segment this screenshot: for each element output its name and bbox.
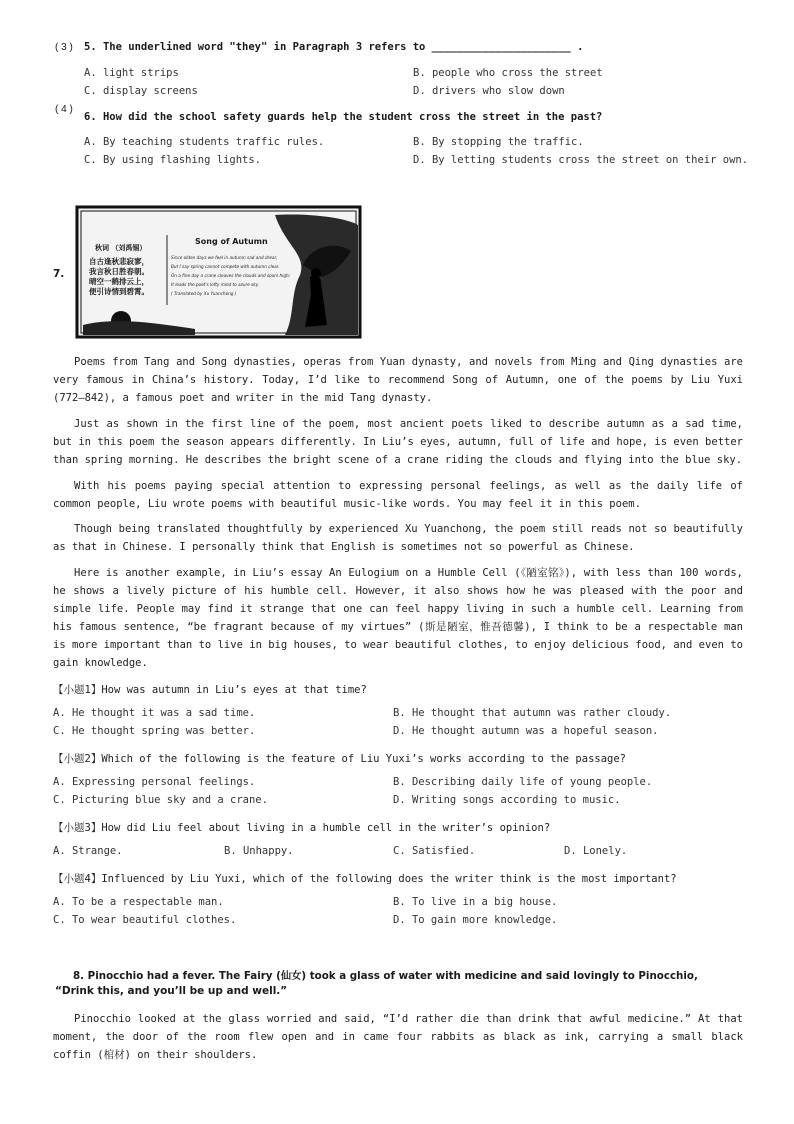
- option-a: A. By teaching students traffic rules.: [84, 136, 325, 148]
- poem-title-en: Song of Autumn: [195, 237, 268, 246]
- option-b: B. By stopping the traffic.: [413, 136, 584, 148]
- option-a: A. To be a respectable man.: [53, 896, 224, 908]
- subquestion-stem: 【小题2】Which of the following is the feature of Liu Yuxi’s works according to the passage?: [53, 753, 627, 765]
- passage-paragraph-4: Though being translated thoughtfully by experienced Xu Yuanchong, the poem still reads not so beautifully as that in Chinese. I personally think that English is sometimes not so powerful as Chinese.: [53, 523, 743, 553]
- question-stem: 8. Pinocchio had a fever. The Fairy (仙女) took a glass of water with medicine and said lovingly to Pinocchio,: [73, 970, 698, 982]
- option-a: A. He thought it was a sad time.: [53, 707, 256, 719]
- option-b: B. people who cross the street: [413, 67, 603, 79]
- translator: ( Translated by Xu Yuanchong ): [171, 291, 237, 296]
- poem-line: But I say spring cannot compete with autumn clear.: [171, 264, 280, 269]
- passage-paragraph-5: Here is another example, in Liu’s essay An Eulogium on a Humble Cell (《陋室铭》), with less than 100 words, he shows a lively picture of his humble cell. However, it also shows how he was pleased with the poor and simple life. People may find it strange that one can feel happy living in such a humble cell. Learning from his famous sentence, “be fragrant because of my virtues” (斯是陋室，惟吾德馨), I think to be a respectable man is more important than to live in big houses, to wear beautiful clothes, to enjoy delicious food, and even to gain knowledge.: [53, 567, 743, 669]
- option-a: A. Strange.: [53, 845, 123, 857]
- question-prefix: ( 4 ): [55, 104, 73, 115]
- option-d: D. Writing songs according to music.: [393, 794, 621, 806]
- poem-lines-cn: [89, 257, 149, 297]
- option-b: B. To live in a big house.: [393, 896, 558, 908]
- subquestion-stem: 【小题4】Influenced by Liu Yuxi, which of the following does the writer think is the most important?: [53, 873, 677, 885]
- question-stem: 5. The underlined word "they" in Paragraph 3 refers to ______________________ .: [84, 41, 584, 53]
- poem-lines-en: [171, 253, 290, 298]
- option-c: C. Picturing blue sky and a crane.: [53, 794, 268, 806]
- option-a: A. light strips: [84, 67, 179, 79]
- poem-line: 便引诗情到碧霄。: [89, 287, 149, 296]
- option-b: B. Describing daily life of young people.: [393, 776, 653, 788]
- poem-title-cn: 秋词 （刘禹锡）: [95, 244, 147, 252]
- poem-line: Since olden days we feel in autumn sad and drear,: [171, 255, 278, 260]
- passage-paragraph-3: With his poems paying special attention to expressing personal feelings, as well as the daily life of common people, Liu wrote poems with beautiful music-like words. You may feel it in this poem.: [53, 480, 743, 510]
- poem-line: It leads the poet's lofty mind to azure sky.: [171, 282, 260, 287]
- option-c: C. He thought spring was better.: [53, 725, 256, 737]
- option-d: D. drivers who slow down: [413, 85, 565, 97]
- passage-paragraph-1: Poems from Tang and Song dynasties, operas from Yuan dynasty, and novels from Ming and Qing dynasties are very famous in China’s history. Today, I’d like to recommend Song of Autumn, one of the poems by Liu Yuxi (772—842), a famous poet and writer in the mid Tang dynasty.: [53, 356, 743, 404]
- poem-image: [75, 205, 362, 339]
- question-number: 7.: [53, 268, 65, 280]
- passage-paragraph: Pinocchio looked at the glass worried and said, “I’d rather die than drink that awful medicine.” At that moment, the door of the room flew open and in came four rabbits as black as ink, carrying a small black coffin (棺材) on their shoulders.: [53, 1013, 743, 1061]
- passage-paragraph-2: Just as shown in the first line of the poem, most ancient poets liked to describe autumn as a sad time, but in this poem the season appears differently. In Liu’s eyes, autumn, full of life and hope, is even better than spring morning. He describes the bright scene of a crane riding the clouds and flying into the blue sky.: [53, 418, 743, 466]
- option-c: C. display screens: [84, 85, 198, 97]
- option-c: C. To wear beautiful clothes.: [53, 914, 237, 926]
- option-c: C. Satisfied.: [393, 845, 476, 857]
- question-prefix: ( 3 ): [55, 42, 73, 53]
- option-b: B. He thought that autumn was rather cloudy.: [393, 707, 672, 719]
- option-c: C. By using flashing lights.: [84, 154, 262, 166]
- poem-line: 晴空一鹤排云上，: [89, 277, 149, 286]
- option-b: B. Unhappy.: [224, 845, 294, 857]
- subquestion-stem: 【小题3】How did Liu feel about living in a humble cell in the writer’s opinion?: [53, 822, 551, 834]
- poem-line: 自古逢秋悲寂寥，: [89, 257, 149, 266]
- question-stem: 6. How did the school safety guards help the student cross the street in the past?: [84, 111, 603, 123]
- option-d: D. He thought autumn was a hopeful season.: [393, 725, 659, 737]
- option-a: A. Expressing personal feelings.: [53, 776, 256, 788]
- subquestion-stem: 【小题1】How was autumn in Liu’s eyes at that time?: [53, 684, 367, 696]
- question-stem-continued: “Drink this, and you’ll be up and well.”: [55, 985, 288, 997]
- poem-line: On a fine day a crane cleaves the clouds and soars high;: [171, 273, 291, 278]
- option-d: D. Lonely.: [564, 845, 628, 857]
- option-d: D. To gain more knowledge.: [393, 914, 558, 926]
- poem-line: 我言秋日胜春朝。: [89, 267, 149, 276]
- option-d: D. By letting students cross the street on their own.: [413, 154, 749, 166]
